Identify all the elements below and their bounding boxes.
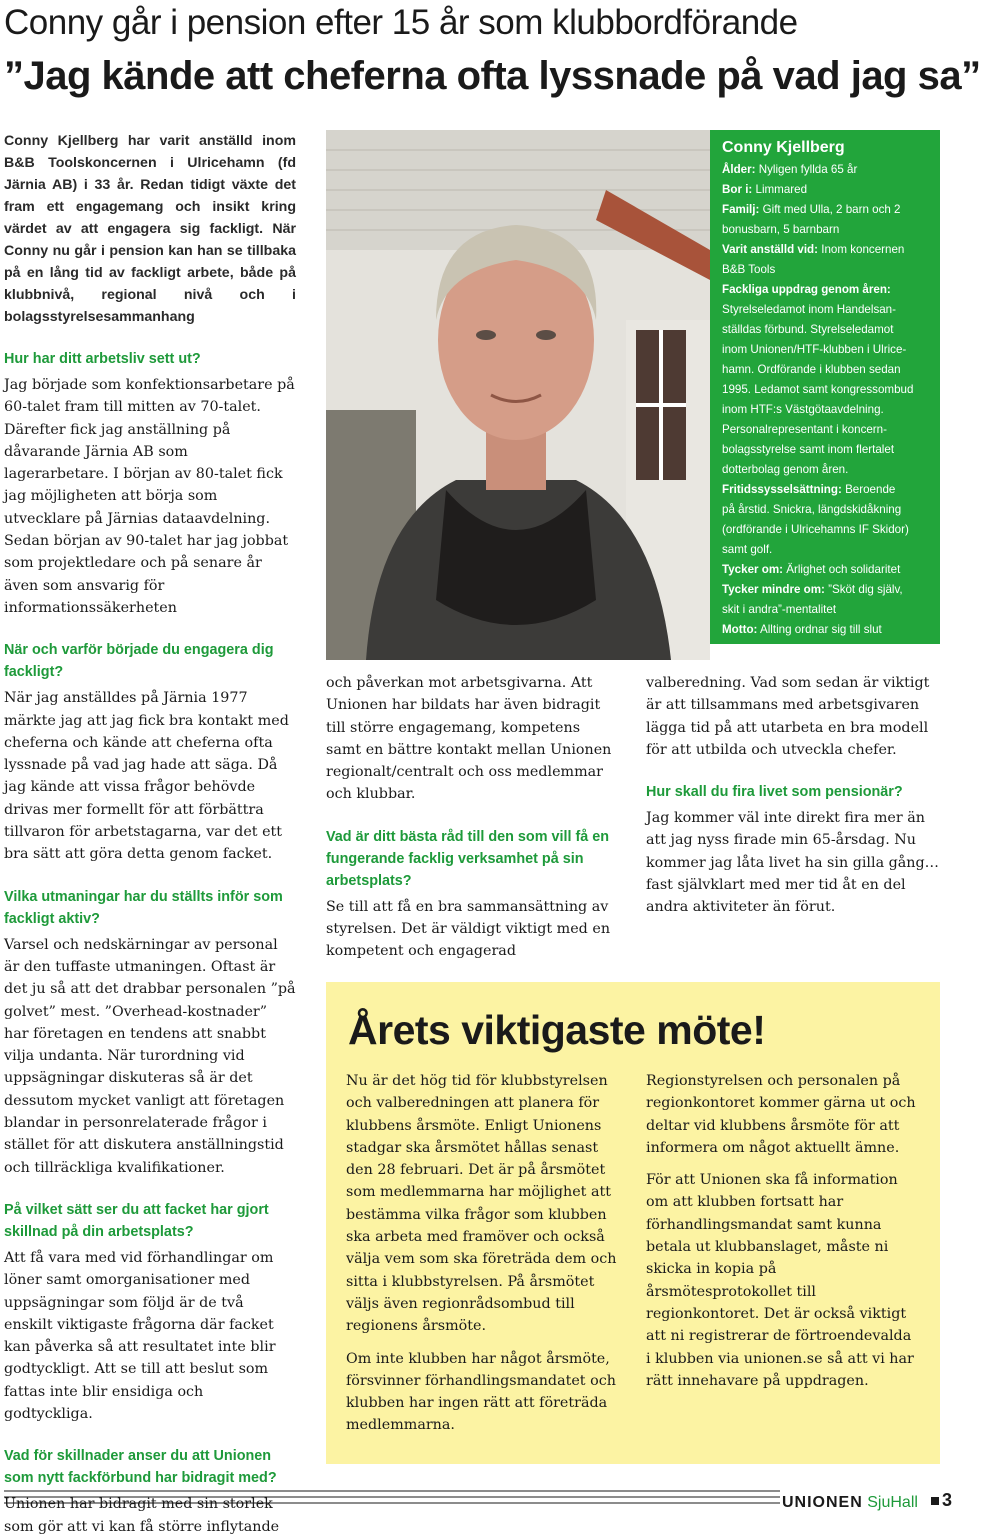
question-3: Vilka utmaningar har du ställts inför som fackligt aktiv? [4,888,283,927]
fact-line [722,560,928,580]
fact-value: samt golf. [722,543,773,556]
fact-line [722,160,928,180]
annual-meeting-title: Årets viktigaste möte! [348,1007,766,1053]
portrait-photo [326,130,710,660]
fact-line [722,260,928,280]
question-1: Hur har ditt arbetsliv sett ut? [4,351,201,367]
fact-line [722,400,928,420]
fact-value: ställdas förbund. Styrelseledamot [722,323,894,336]
article-headline: ”Jag kände att cheferna ofta lyssnade på vad jag sa” [4,54,981,98]
fact-label: Familj: [722,203,760,216]
fact-value: B&B Tools [722,263,776,276]
fact-value: Limmared [752,183,808,196]
fact-value: hamn. Ordförande i klubben sedan [722,363,901,376]
fact-label: Ålder: [722,163,756,176]
fact-label: Fackliga uppdrag genom åren: [722,283,891,296]
fact-label: Motto: [722,623,758,636]
fact-line [722,360,928,380]
fact-line [722,580,928,600]
annual-meeting-column-2 [646,1070,918,1402]
fact-value: dotterbolag genom åren. [722,463,849,476]
answer-5-continued: och påverkan mot arbetsgivarna. Att Unionen har bildats har även bidragit till större engagemang, kompetens samt en bättre kontakt mellan Unionen regionalt/centralt och oss medlemmar och klubbar. [326,675,612,803]
fact-line [722,340,928,360]
footer-square-icon [931,1497,939,1505]
annual-meeting-column-1 [346,1070,618,1447]
fact-label: Tycker mindre om: [722,583,825,596]
question-6: Vad är ditt bästa råd till den som vill få en fungerande facklig verksamhet på sin arbetsplats? [326,828,610,889]
fact-value: ”Sköt dig själv, [824,583,903,596]
fact-value: inom Unionen/HTF-klubben i Ulrice- [722,343,907,356]
fact-box-lines [722,160,928,640]
fact-line [722,540,928,560]
fact-line [722,520,928,540]
answer-6-start: Se till att få en bra sammansättning av styrelsen. Det är väldigt viktigt med en kompetent och engagerad [326,898,611,960]
annual-meeting-paragraph-1: Nu är det hög tid för klubbstyrelsen och valberedningen att planera för klubbens årsmöte. Enligt Unionens stadgar ska årsmötet hållas senast den 28 februari. Det är på årsmötet som medlemmarna har möjlighet att bestämma vilka frågor som klubben ska arbeta med framöver och också välja vem som ska företräda dem och sitta i klubbstyrelsen. På årsmötet väljs även regionrådsombud till regionens årsmöte. [346,1073,617,1335]
annual-meeting-paragraph-3: Regionstyrelsen och personalen på regionkontoret kommer gärna ut och deltar vid klubbens årsmöte för att informera om något aktuellt ämne. [646,1073,916,1156]
fact-line [722,500,928,520]
question-7: Hur skall du fira livet som pensionär? [646,784,903,801]
fact-value: Inom koncernen [818,243,905,256]
fact-line [722,220,928,240]
annual-meeting-paragraph-4: För att Unionen ska få information om att klubben fortsatt har förhandlingsmandat samt kunna betala ut klubbanslaget, måste ni skicka in kopia på årsmötesprotokollet till regionkontoret. Det är också viktigt att ni registrerar de förtroendevalda i klubben via unionen.se så att vi har rätt innehavare på uppdragen. [646,1172,914,1389]
fact-line [722,280,928,300]
fact-line [722,300,928,320]
answer-5-start: Unionen har bidragit med sin storlek som gör att vi kan få större inflytande [4,1496,280,1535]
brand-name: UNIONEN [782,1494,863,1511]
fact-value: 1995. Ledamot samt kongressombud [722,383,914,396]
fact-box [710,130,940,644]
fact-line [722,440,928,460]
article-lead: Conny Kjellberg har varit anställd inom B&B Toolskoncernen i Ulricehamn (fd Järnia AB) i 33 år. Redan tidigt växte det fram ett engagemang och insikt kring värdet av att engagera sig fackligt. När Conny nu går i pension kan han se tillbaka på en lång tid av fackligt arbete, både på klubbnivå, regional nivå och i bolagsstyrelsesammanhang [4,133,296,325]
fact-value: skit i andra”-mentalitet [722,603,837,616]
article-kicker: Conny går i pension efter 15 år som klubbordförande [4,3,798,42]
footer-rule [4,1488,780,1504]
question-4: På vilket sätt ser du att facket har gjort skillnad på din arbetsplats? [4,1201,269,1240]
fact-value: Nyligen fyllda 65 år [755,163,858,176]
fact-value: Beroende [841,483,896,496]
fact-label: Fritidssysselsättning: [722,483,842,496]
fact-label: Bor i: [722,183,753,196]
fact-value: bonusbarn, 5 barnbarn [722,223,840,236]
fact-label: Tycker om: [722,563,783,576]
fact-line [722,180,928,200]
fact-value: bolagsstyrelse samt inom flertalet [722,443,895,456]
answer-1: Jag började som konfektionsarbetare på 60-talet fram till mitten av 70-talet. Därefter fick jag anställning på dåvarande Järnia AB som lagerarbetare. I början av 80-talet fick jag möjligheten att börja som utvecklare på Järnias dataavdelning. Sedan början av 90-talet har jag jobbat som projektledare och på senare år även som ansvarig för informationssäkerheten [4,377,295,616]
fact-line [722,620,928,640]
fact-value: Personalrepresentant i koncern- [722,423,887,436]
question-2: När och varför började du engagera dig fackligt? [4,642,274,681]
fact-line [722,380,928,400]
answer-7: Jag kommer väl inte direkt fira mer än att jag nyss firade min 65-årsdag. Nu kommer jag låta livet ha sin gilla gång… fast självklart med mer tid åt en del andra aktiviteter än förut. [646,810,939,916]
fact-value: inom HTF:s Västgötaavdelning. [722,403,884,416]
fact-value: (ordförande i Ulricehamns IF Skidor) [722,523,909,536]
answer-3: Varsel och nedskärningar av personal är den tuffaste utmaningen. Oftast är det ju så att det drabbar personalen ”på golvet” mest. ”Overhead-kostnader” har företagen en tendens att snabbt vilja undanta. När turordning vid uppsägningar diskuteras så är det dessutom mycket vanligt att företagen blandar in personrelaterade frågor i stället för att diskutera anställningstid och tillräckliga kvalifikationer. [4,936,296,1176]
answer-6-continued: valberedning. Vad som sedan är viktigt är att tillsammans med arbetsgivaren lägga tid på att utarbeta en bra modell för att utbilda och utveckla chefer. [646,675,930,758]
question-5: Vad för skillnader anser du att Unionen som nytt fackförbund har bidragit med? [4,1448,277,1487]
fact-line [722,420,928,440]
fact-label: Varit anställd vid: [722,243,818,256]
fact-value: Ärlighet och solidaritet [783,563,901,576]
fact-line [722,460,928,480]
footer-logo [782,1493,918,1513]
portrait-photo-icon [326,130,710,660]
answer-2: När jag anställdes på Järnia 1977 märkte jag att jag fick bra kontakt med cheferna och kände att cheferna ofta lyssnade på vad jag hade att säga. Då jag kände att vissa frågor behövde drivas mer formellt för att förbättra tillvaron för arbetstagarna, var det ett bra sätt att göra detta genom facket. [4,690,289,863]
fact-value: Allting ordnar sig till slut [757,623,882,636]
column-1 [4,130,296,1538]
fact-line [722,480,928,500]
fact-value: Gift med Ulla, 2 barn och 2 [759,203,901,216]
page-number: 3 [942,1490,953,1510]
fact-line [722,200,928,220]
fact-value: Styrelseledamot inom Handelsan- [722,303,896,316]
column-2 [326,672,618,983]
annual-meeting-paragraph-2: Om inte klubben har något årsmöte, försvinner förhandlingsmandatet och klubben har ingen rätt att företräda medlemmarna. [346,1350,616,1434]
answer-4: Att få vara med vid förhandlingar om löner samt omorganisationer med uppsägningar som följd är de två enskilt viktigaste frågorna där facket kan påverka så att resultatet inte blir godtyckligt. Att se till att beslut som fattas inte blir ensidiga och godtyckliga. [4,1249,276,1422]
fact-box-name: Conny Kjellberg [722,139,845,156]
column-3 [646,672,940,939]
publication-name: SjuHall [867,1494,918,1511]
annual-meeting-box [326,982,940,1464]
fact-value: på årstid. Snickra, längdskidåkning [722,503,902,516]
fact-line [722,320,928,340]
fact-line [722,600,928,620]
fact-line [722,240,928,260]
